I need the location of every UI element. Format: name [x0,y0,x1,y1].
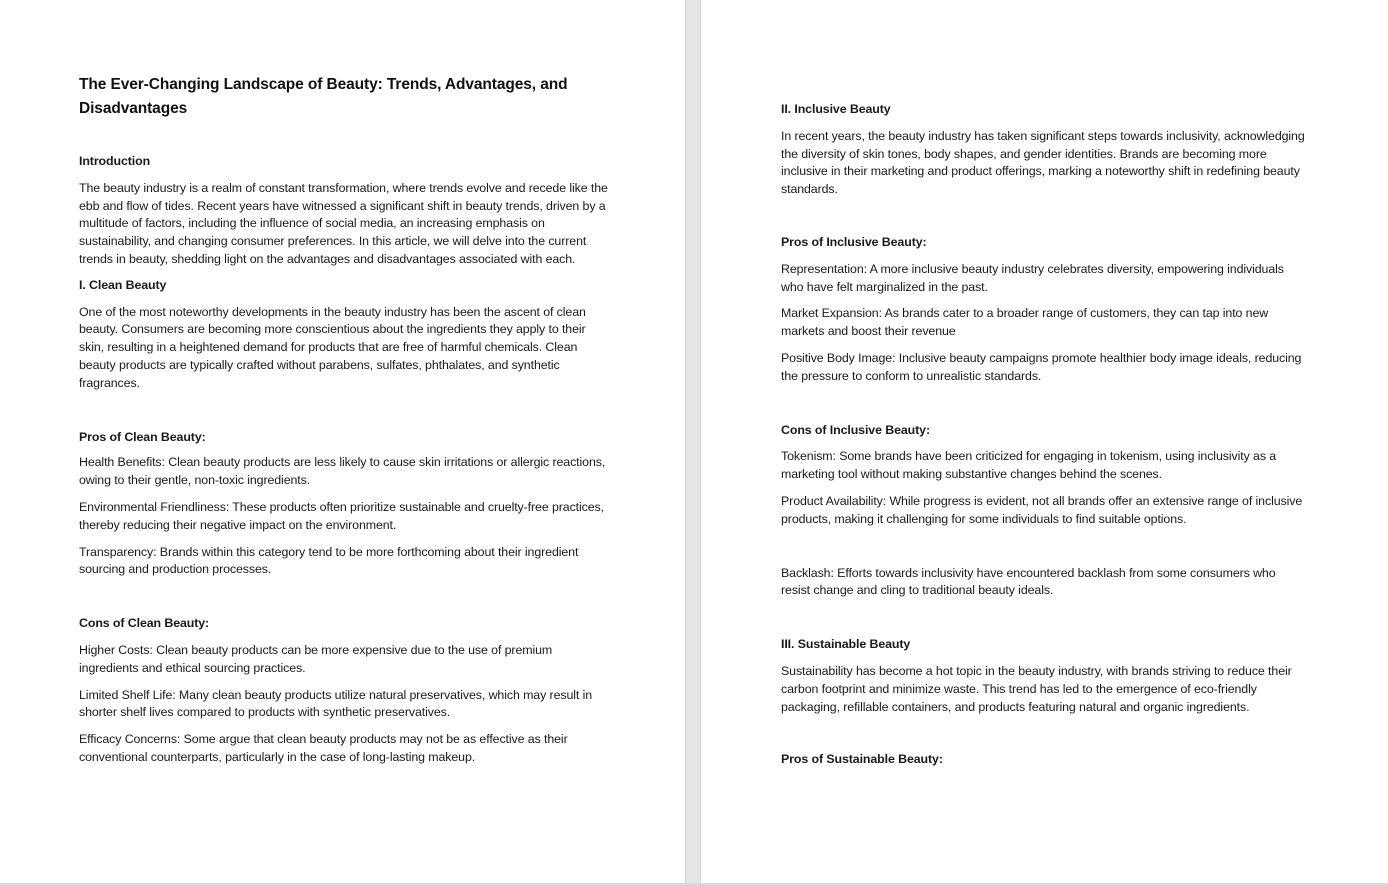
introduction-heading: Introduction [79,154,151,168]
clean-con-item: Limited Shelf Life: Many clean beauty products utilize natural preservatives, which may result in shorter shelf lives compared to products with synthetic preservatives. [79,687,593,720]
clean-pros-heading: Pros of Clean Beauty: [79,429,206,444]
inclusive-pro-item: Positive Body Image: Inclusive beauty campaigns promote healthier body image ideals, reducing the pressure to conform to unrealistic standards. [781,350,1302,383]
document-page-1[interactable] [0,0,685,885]
inclusive-beauty-paragraph: In recent years, the beauty industry has taken significant steps towards inclusivity, acknowledging the diversity of skin tones, body shapes, and gender identities. Brands are becoming more inclusive in their marketing and product offerings, marking a noteworthy shift in redefining beauty standards. [781,128,1305,197]
introduction-paragraph: The beauty industry is a realm of constant transformation, where trends evolve and recede like the ebb and flow of tides. Recent years have witnessed a significant shift in beauty trends, driven by a multitude of factors, including the influence of social media, an increasing emphasis on sustainability, and changing consumer preferences. In this article, we will delve into the current trends in beauty, shedding light on the advantages and disadvantages associated with each. [79,180,608,266]
inclusive-con-item: Backlash: Efforts towards inclusivity have encountered backlash from some consumers who resist change and cling to traditional beauty ideals. [781,565,1276,598]
document-page-2[interactable] [701,0,1388,885]
page-1-content [79,73,609,767]
inclusive-pro-item: Market Expansion: As brands cater to a broader range of customers, they can tap into new markets and boost their revenue [781,306,1269,339]
clean-pro-item: Transparency: Brands within this category tend to be more forthcoming about their ingredient sourcing and production processes. [79,544,579,577]
sustainable-pros-heading: Pros of Sustainable Beauty: [781,752,943,767]
inclusive-pros-heading: Pros of Inclusive Beauty: [781,234,927,249]
inclusive-beauty-heading: II. Inclusive Beauty [781,102,891,116]
clean-beauty-paragraph: One of the most noteworthy developments in the beauty industry has been the ascent of clean beauty. Consumers are becoming more conscientious about the ingredients they apply to their skin, resulting in a heightened demand for products that are free of harmful chemicals. Clean beauty products are typically crafted without parabens, sulfates, phthalates, and synthetic fragrances. [79,304,586,390]
clean-con-item: Higher Costs: Clean beauty products can be more expensive due to the use of premium ingredients and ethical sourcing practices. [79,642,553,675]
sustainable-beauty-paragraph: Sustainability has become a hot topic in the beauty industry, with brands striving to reduce their carbon footprint and minimize waste. This trend has led to the emergence of eco-friendly packaging, refillable containers, and products featuring natural and organic ingredients. [781,663,1292,714]
inclusive-con-item: Tokenism: Some brands have been criticized for engaging in tokenism, using inclusivity as a marketing tool without making substantive changes behind the scenes. [781,449,1277,482]
sustainable-beauty-heading: III. Sustainable Beauty [781,637,911,652]
inclusive-con-item: Product Availability: While progress is evident, not all brands offer an extensive range of inclusive products, making it challenging for some individuals to find suitable options. [781,493,1303,526]
inclusive-cons-heading: Cons of Inclusive Beauty: [781,422,930,437]
clean-con-item: Efficacy Concerns: Some argue that clean beauty products may not be as effective as their conventional counterparts, particularly in the case of long-lasting makeup. [79,732,568,764]
document-title: The Ever-Changing Landscape of Beauty: Trends, Advantages, and Disadvantages [79,76,568,117]
clean-pro-item: Environmental Friendliness: These products often prioritize sustainable and cruelty-free practices, thereby reducing their negative impact on the environment. [79,499,604,532]
page-gutter [685,0,701,885]
clean-beauty-heading: I. Clean Beauty [79,277,167,292]
clean-pro-item: Health Benefits: Clean beauty products are less likely to cause skin irritations or allergic reactions, owing to their gentle, non-toxic ingredients. [79,455,606,488]
inclusive-pro-item: Representation: A more inclusive beauty industry celebrates diversity, empowering individuals who have felt marginalized in the past. [781,261,1284,294]
page-2-content [781,101,1306,769]
clean-cons-heading: Cons of Clean Beauty: [79,616,210,631]
